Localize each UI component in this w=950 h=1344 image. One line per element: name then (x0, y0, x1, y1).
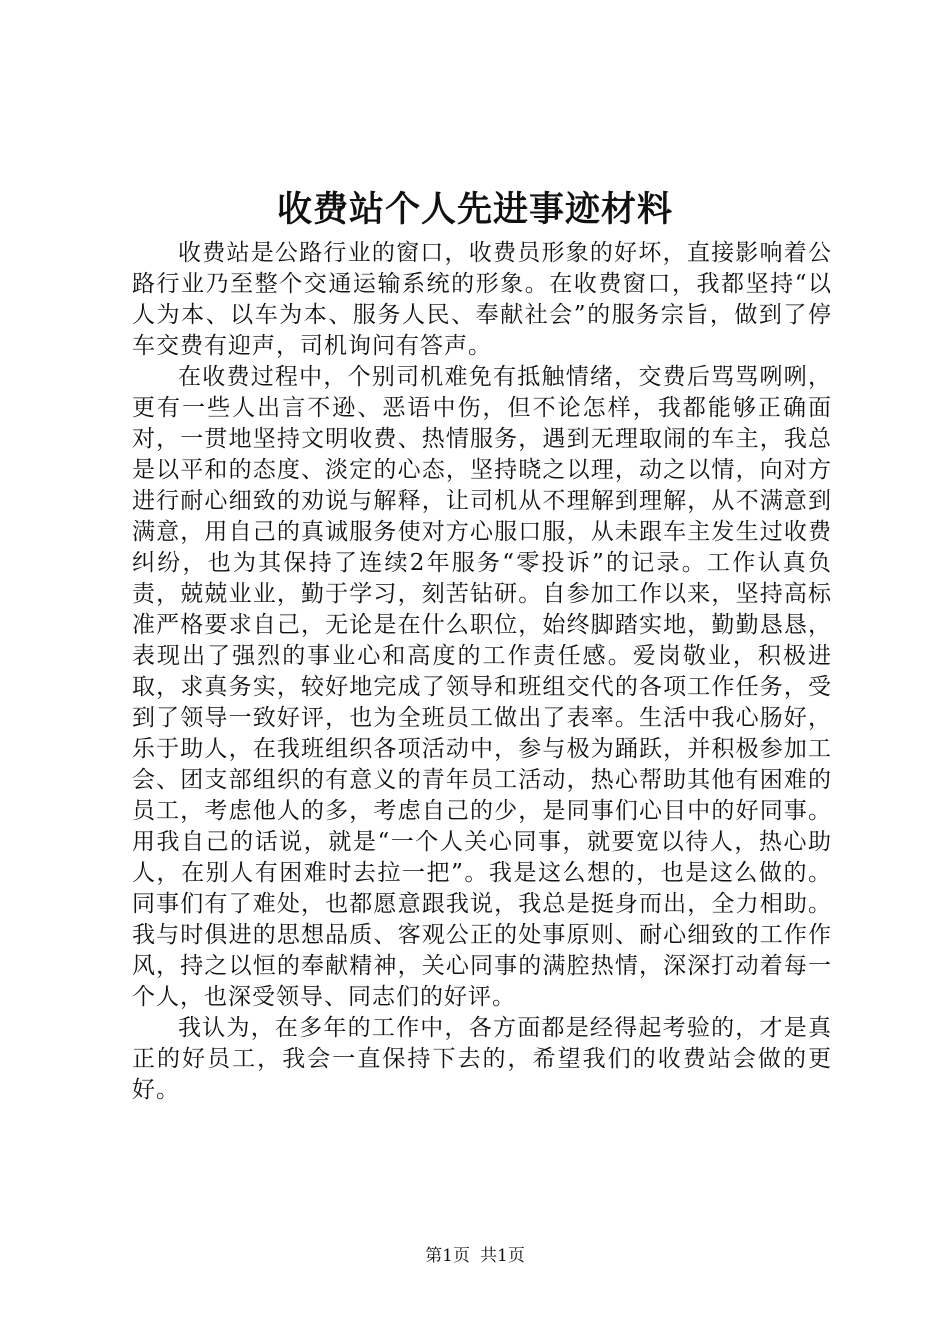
page-total: 共1页 (480, 1246, 525, 1266)
paragraph-2: 在收费过程中，个别司机难免有抵触情绪，交费后骂骂咧咧，更有一些人出言不逊、恶语中伤，但不论怎样，我都能够正确面对，一贯地坚持文明收费、热情服务，遇到无理取闹的车主，我总是以平和的态度、淡定的心态，坚持晓之以理，动之以情，向对方进行耐心细致的劝说与解释，让司机从不理解到理解，从不满意到满意，用自己的真诚服务使对方心服口服，从未跟车主发生过收费纠纷，也为其保持了连续2年服务“零投诉”的记录。工作认真负责，兢兢业业，勤于学习，刻苦钻研。自参加工作以来，坚持高标准严格要求自己，无论是在什么职位，始终脚踏实地，勤勤恳恳，表现出了强烈的事业心和高度的工作责任感。爱岗敬业，积极进取，求真务实，较好地完成了领导和班组交代的各项工作任务，受到了领导一致好评，也为全班员工做出了表率。生活中我心肠好，乐于助人，在我班组织各项活动中，参与极为踊跃，并积极参加工会、团支部组织的有意义的青年员工活动，热心帮助其他有困难的员工，考虑他人的多，考虑自己的少，是同事们心目中的好同事。用我自己的话说，就是“一个人关心同事，就要宽以待人，热心助人，在别人有困难时去拉一把”。我是这么想的，也是这么做的。同事们有了难处，也都愿意跟我说，我总是挺身而出，全力相助。我与时俱进的思想品质、客观公正的处事原则、耐心细致的工作作风，持之以恒的奉献精神，关心同事的满腔热情，深深打动着每一个人，也深受领导、同志们的好评。 (132, 364, 832, 1010)
document-body (132, 238, 832, 1106)
page-footer (0, 1244, 950, 1268)
paragraph-3: 我认为，在多年的工作中，各方面都是经得起考验的，才是真正的好员工，我会一直保持下去的，希望我们的收费站会做的更好。 (132, 1015, 832, 1103)
document-title: 收费站个人先进事迹材料 (276, 189, 673, 230)
paragraph-1: 收费站是公路行业的窗口，收费员形象的好坏，直接影响着公路行业乃至整个交通运输系统的形象。在收费窗口，我都坚持“以人为本、以车为本、服务人民、奉献社会”的服务宗旨，做到了停车交费有迎声，司机询问有答声。 (132, 240, 832, 359)
page-number: 第1页 (425, 1246, 470, 1266)
